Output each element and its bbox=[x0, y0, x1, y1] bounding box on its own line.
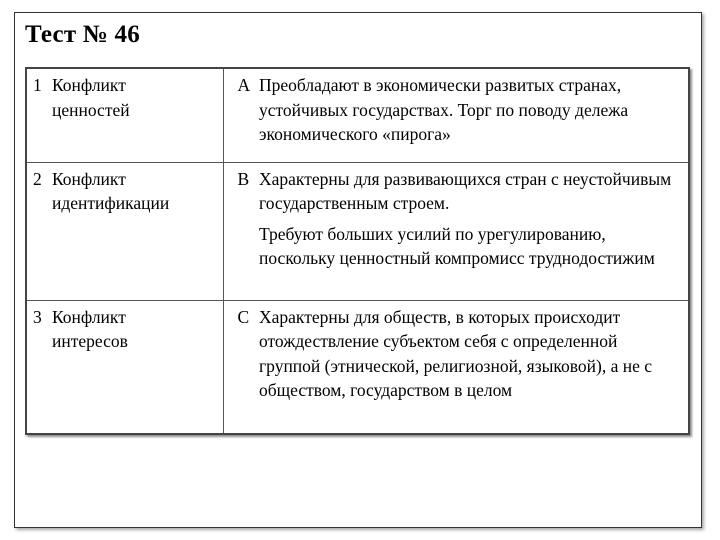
term-line: Конфликт bbox=[52, 306, 126, 327]
conflict-description bbox=[255, 68, 689, 162]
table-row bbox=[26, 162, 689, 300]
conflict-term bbox=[50, 300, 223, 434]
description-paragraph: Преобладают в экономически развитых странах, устойчивых государствах. Торг по поводу дележа экономического «пирога» bbox=[259, 75, 629, 144]
row-number: 2 bbox=[26, 162, 50, 300]
slide-frame bbox=[14, 12, 702, 528]
term-line: Конфликт bbox=[52, 75, 126, 95]
matching-table bbox=[25, 67, 690, 435]
term-line: Конфликт bbox=[52, 168, 126, 189]
answer-letter: B bbox=[223, 162, 255, 300]
row-number: 1 bbox=[26, 68, 50, 162]
conflict-term bbox=[50, 68, 223, 162]
term-line: ценностей bbox=[52, 99, 130, 120]
description-paragraph: Характерны для обществ, в которых происходит отождествление субъектом себя с определенной группой (этнической, религиозной, языковой), а не с обществом, государством в целом bbox=[259, 306, 653, 400]
conflict-term bbox=[50, 162, 223, 300]
test-title: Тест № 46 bbox=[25, 21, 140, 48]
description-paragraph: Характерны для развивающихся стран с неустойчивым государственным строем. bbox=[259, 168, 672, 213]
row-number: 3 bbox=[33, 306, 42, 327]
answer-letter: A bbox=[223, 68, 255, 162]
table-row bbox=[26, 300, 689, 434]
table-row bbox=[26, 68, 689, 162]
answer-letter: C bbox=[237, 306, 250, 327]
description-paragraph: Требуют больших усилий по урегулированию, поскольку ценностный компромисс труднодостижим bbox=[259, 223, 655, 268]
term-line: идентификации bbox=[52, 193, 170, 213]
conflict-description bbox=[255, 300, 689, 434]
term-line: интересов bbox=[52, 331, 128, 351]
conflict-description bbox=[255, 162, 689, 300]
